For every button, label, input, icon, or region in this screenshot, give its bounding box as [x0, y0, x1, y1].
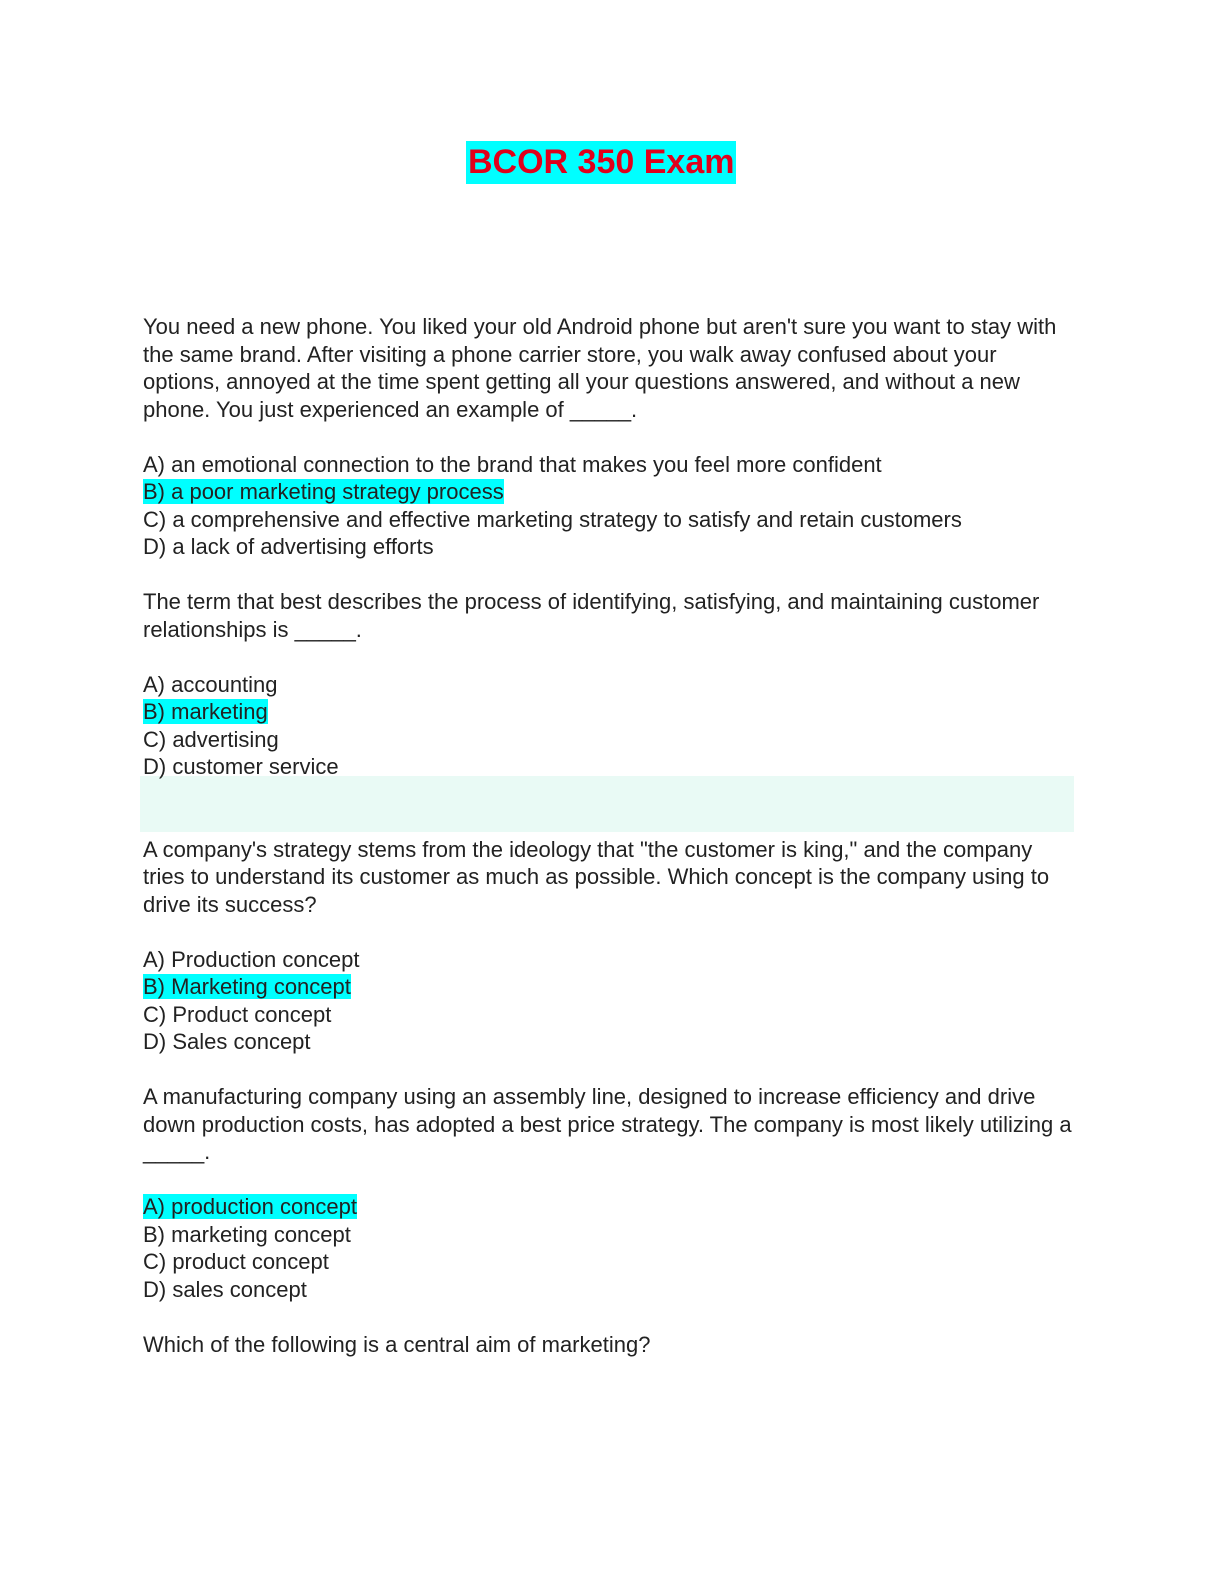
question-4 — [143, 1083, 1078, 1303]
option-d: D) sales concept — [143, 1276, 307, 1302]
question-text: You need a new phone. You liked your old Android phone but aren't sure you want to stay with the same brand. After visiting a phone carrier store, you walk away confused about your options, annoyed at the time spent getting all your questions answered, and without a new phone. You just experienced an example of _____. — [143, 314, 1057, 422]
answer-highlight: B) a poor marketing strategy process — [143, 479, 504, 504]
exam-content — [143, 313, 1078, 1386]
option-a-correct — [143, 1193, 1078, 1221]
option-b-correct — [143, 973, 1078, 1001]
answer-highlight: B) Marketing concept — [143, 974, 351, 999]
option-b: B) marketing concept — [143, 1221, 351, 1247]
option-a: A) Production concept — [143, 946, 360, 972]
option-c: C) product concept — [143, 1249, 329, 1274]
option-a: A) an emotional connection to the brand that makes you feel more confident — [143, 451, 882, 477]
option-b-correct — [143, 698, 1078, 726]
answer-options — [143, 671, 1078, 781]
answer-options — [143, 451, 1078, 561]
option-a: A) accounting — [143, 671, 278, 697]
option-c: C) advertising — [143, 726, 279, 752]
question-text: Which of the following is a central aim of marketing? — [143, 1331, 651, 1357]
page-title: BCOR 350 Exam — [466, 141, 736, 184]
question-3 — [143, 836, 1078, 1056]
option-d: D) customer service — [143, 754, 339, 779]
question-5 — [143, 1331, 1078, 1359]
option-d: D) a lack of advertising efforts — [143, 534, 434, 559]
option-b-correct — [143, 478, 1078, 506]
question-2 — [143, 588, 1078, 781]
question-text: A company's strategy stems from the ideology that "the customer is king," and the company tries to understand its customer as much as possible. Which concept is the company using to drive its success? — [143, 836, 1050, 917]
question-text: A manufacturing company using an assembly line, designed to increase efficiency and drive down production costs, has adopted a best price strategy. The company is most likely utilizing a _____. — [143, 1084, 1072, 1164]
question-text: The term that best describes the process of identifying, satisfying, and maintaining customer relationships is _____. — [143, 589, 1040, 642]
answer-options — [143, 946, 1078, 1056]
option-d: D) Sales concept — [143, 1029, 311, 1054]
answer-highlight: B) marketing — [143, 699, 268, 724]
answer-options — [143, 1193, 1078, 1303]
option-c: C) a comprehensive and effective marketing strategy to satisfy and retain customers — [143, 506, 962, 532]
option-c: C) Product concept — [143, 1001, 332, 1027]
answer-highlight: A) production concept — [143, 1194, 358, 1219]
question-1 — [143, 313, 1078, 561]
